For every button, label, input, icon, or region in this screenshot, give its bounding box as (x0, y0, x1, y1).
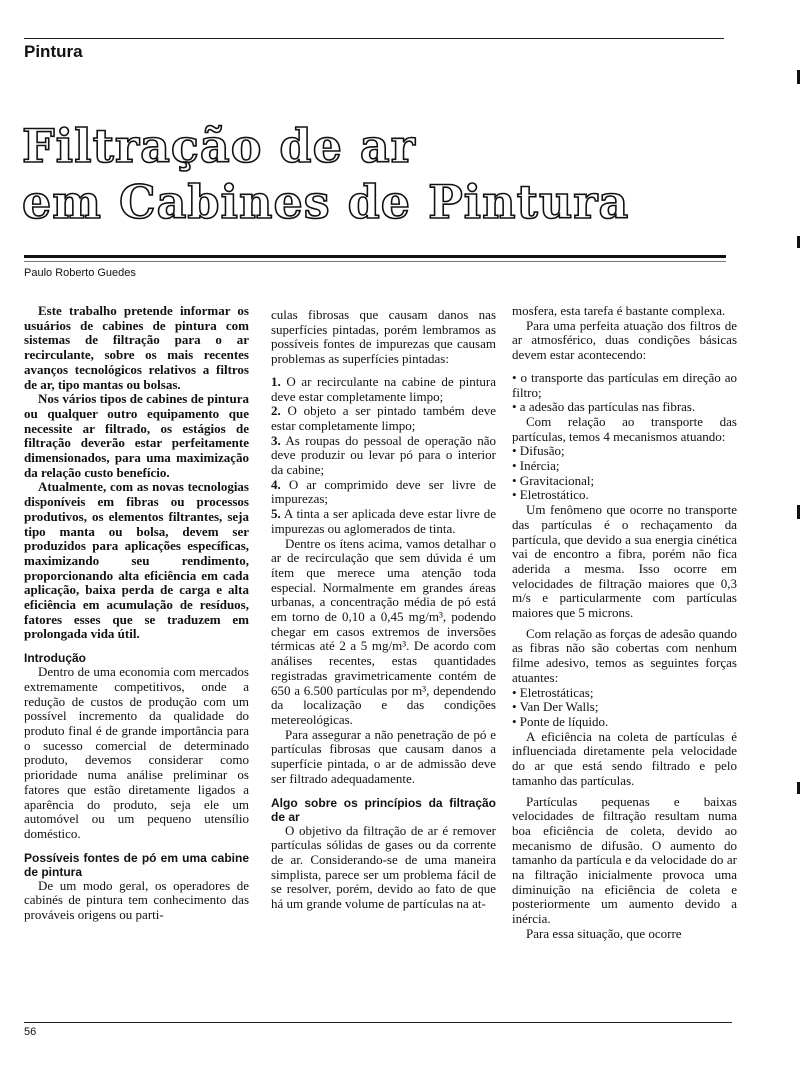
article-title (22, 118, 762, 230)
section-label: Pintura (24, 42, 83, 61)
intro-paragraph: Atualmente, com as novas tecnologias disponíveis em fibras ou processos produtivos, os elementos filtrantes, seja tipo manta ou bolsa, devem ser produzidos para aplicações específicas, maximizando seu rendimento, proporcionando alta eficiência em cada aplicação, baixa perda de carga e alta eficiência em acumulação de resíduos, fatores esses que se traduzem em prolongada vida útil. (24, 479, 249, 642)
list-number: 2. (271, 403, 281, 419)
title-line-2: em Cabines de Pintura (22, 175, 630, 229)
header-rule (24, 38, 724, 39)
bullet-item: • Difusão; (512, 443, 565, 459)
list-item: 1. O ar recirculante na cabine de pintura deve estar completamente limpo; (271, 373, 496, 404)
heading-introducao: Introdução (24, 651, 86, 666)
body-paragraph: Para uma perfeita atuação dos filtros de ar atmosférico, duas condições básicas devem estar acontecendo: (512, 317, 737, 363)
bullet-item: • a adesão das partículas nas fibras. (512, 399, 696, 415)
body-paragraph: O objetivo da filtração de ar é remover partículas sólidas de gases ou da corrente de ar. Considerando-se de uma maneira simplista, parece ser um problema fácil de se resolver, porém, devido ao fato de que há um grande volume de partículas na at- (271, 822, 496, 912)
body-paragraph: culas fibrosas que causam danos nas superfícies pintadas, porém lembramos as possíveis fontes de impurezas que causam problemas as superfícies pintadas: (271, 307, 496, 367)
bullet-item: • Van Der Walls; (512, 699, 599, 715)
title-line-1: Filtração de ar (22, 119, 416, 173)
bullet-item: • Ponte de líquido. (512, 713, 609, 729)
intro-paragraph: Este trabalho pretende informar os usuários de cabines de pintura com sistemas de filtração para o ar recirculante, sobre os mais recentes avanços tecnológicos relativos a filtros de ar, tipo mantas ou bolsas. (24, 303, 249, 392)
list-item: 3. As roupas do pessoal de operação não deve produzir ou levar pó para o interior da cabine; (271, 432, 496, 478)
footer-rule (24, 1022, 732, 1023)
bullet-item: • Gravitacional; (512, 472, 595, 488)
list-number: 5. (271, 506, 281, 522)
body-paragraph: Partículas pequenas e baixas velocidades de filtração resultam numa boa eficiência de coleta, devido ao mecanismo de difusão. O aumento do tamanho da partícula e da velocidade do ar na filtração inicialmente provoca uma diminuição na eficiência de coleta e posteriormente um aumento devido a inércia. (512, 793, 737, 927)
heading-principios-filtracao: Algo sobre os princípios da filtração de ar (271, 795, 496, 824)
list-number: 4. (271, 476, 281, 492)
body-paragraph: Para assegurar a não penetração de pó e partículas fibrosas que causam danos a superfície pintada, o ar de admissão deve ser filtrado adequadamente. (271, 726, 496, 786)
body-paragraph: Um fenômeno que ocorre no transporte das partículas é o rechaçamento da partícula, que devido a sua energia cinética vai de encontro a fibra, porém não fica aderida a mesma. Isso ocorre em velocidades de filtração maiores que 0,3 m/s e particularmente com partículas maiores que 5 microns. (512, 502, 737, 621)
bullet-item: • Eletrostático. (512, 487, 589, 503)
title-rule-thin (24, 261, 726, 262)
list-item: 2. O objeto a ser pintado também deve estar completamente limpo; (271, 403, 496, 433)
list-item: 5. A tinta a ser aplicada deve estar livre de impurezas ou aglomerados de tinta. (271, 506, 496, 536)
body-paragraph: Dentro de uma economia com mercados extremamente competitivos, onde a redução de custos de produção com um possível incremento da qualidade do produto final é de grande importância para o sucesso comercial de determinado produto, devemos considerar como prioridade numa análise preliminar os fatores que estão diretamente ligados a aparência do produto, seja ele um automóvel ou um pequeno utensílio doméstico. (24, 664, 249, 841)
heading-fontes-de-po: Possíveis fontes de pó em uma cabine de pintura (24, 850, 249, 879)
list-item: 4. O ar comprimido deve ser livre de impurezas; (271, 476, 496, 507)
body-paragraph: Com relação ao transporte das partículas, temos 4 mecanismos atuando: (512, 413, 737, 444)
intro-paragraph: Nos vários tipos de cabines de pintura ou qualquer outro equipamento que necessite ar filtrado, os estágios de filtração deverão estar perfeitamente dimensionados, para uma maximização da relação custo benefício. (24, 391, 249, 480)
body-paragraph: Para essa situação, que ocorre (526, 925, 682, 941)
column-3 (512, 304, 737, 942)
list-number: 1. (271, 373, 281, 389)
body-paragraph: Com relação as forças de adesão quando as fibras não são cobertas com nenhum filme adesivo, temos as seguintes forças atuantes: (512, 625, 737, 685)
bullet-item: • o transporte das partículas em direção ao filtro; (512, 369, 737, 400)
column-2 (271, 308, 496, 912)
column-1 (24, 304, 249, 923)
body-paragraph: De um modo geral, os operadores de cabinés de pintura tem conhecimento das prováveis origens ou parti- (24, 877, 249, 923)
body-paragraph: Dentre os ítens acima, vamos detalhar o ar de recirculação que sem dúvida é um ítem que merece uma atenção toda especial. Normalmente em grandes áreas urbanas, a concentração média de pó está em torno de 0,10 a 0,45 mg/m³, podendo chegar em casos extremos de inversões térmicas até 2 a 5 mg/m³. De acordo com análises recentes, estas quantidades registradas gravimetricamente contém de 650 a 6.500 partículas por m³, dependendo da localização e das condições metereológicas. (271, 535, 496, 727)
body-paragraph: A eficiência na coleta de partículas é influenciada diretamente pela velocidade do ar que está sendo filtrado e pelo tamanho das partículas. (512, 728, 737, 788)
bullet-item: • Eletrostáticas; (512, 684, 594, 700)
bullet-item: • Inércia; (512, 458, 560, 474)
body-paragraph: mosfera, esta tarefa é bastante complexa. (512, 303, 726, 318)
list-number: 3. (271, 432, 281, 448)
author-byline: Paulo Roberto Guedes (24, 267, 136, 279)
title-rule (24, 255, 726, 258)
page-number: 56 (24, 1026, 37, 1038)
